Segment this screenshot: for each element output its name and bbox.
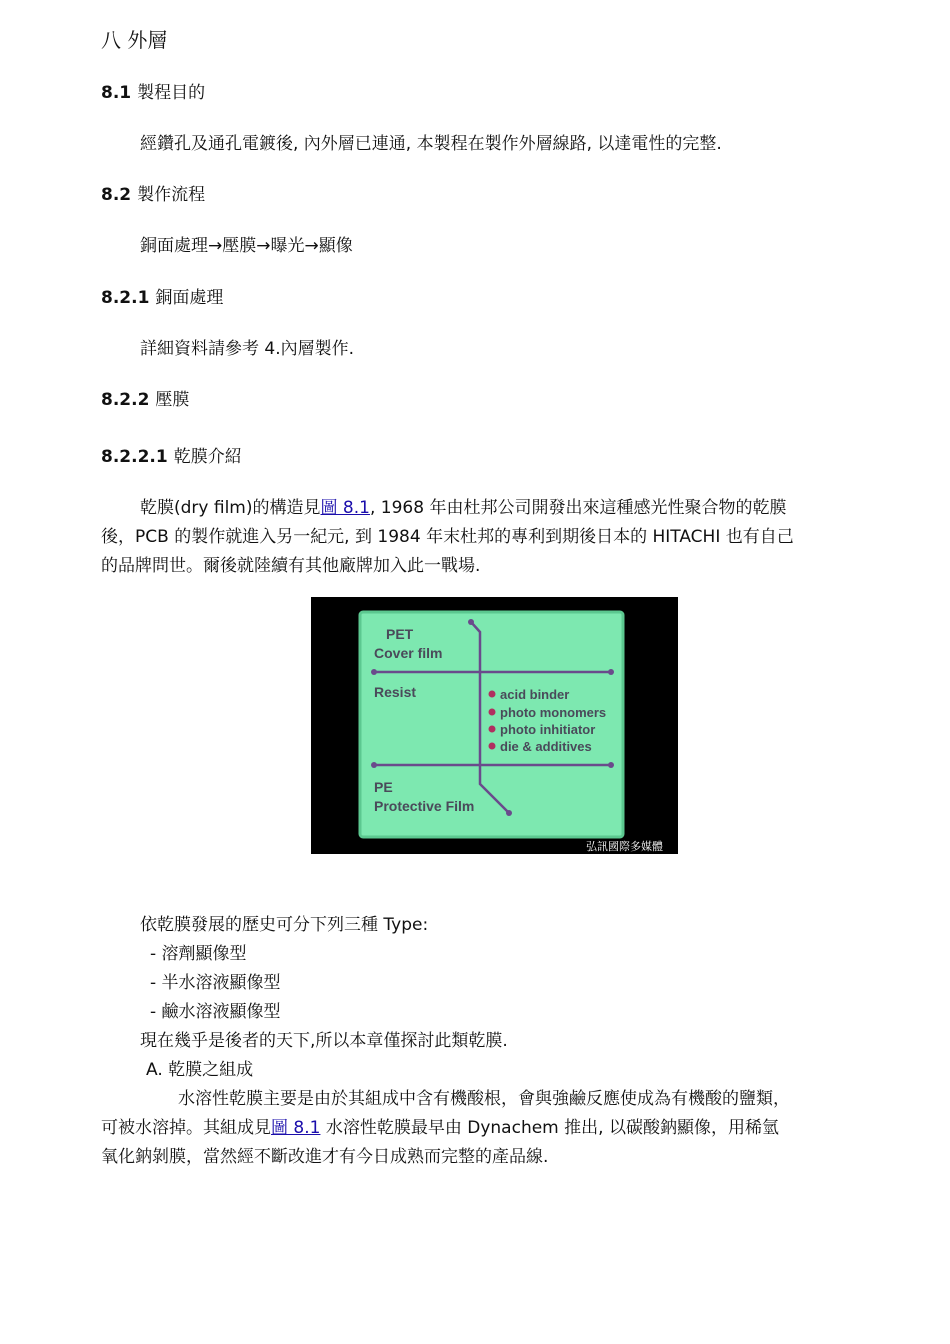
section-a-title: A. 乾膜之組成: [146, 1060, 254, 1080]
section-a-line-2: [101, 1113, 779, 1138]
label-pe: PE: [374, 779, 393, 795]
section-a-line-3: 氧化鈉剝膜，當然經不斷改進才有今日成熟而完整的產品線.: [101, 1147, 549, 1167]
section-title: 銅面處理: [155, 288, 224, 308]
section-title: 壓膜: [155, 390, 190, 410]
section-8-2-2-1-heading: [101, 442, 242, 467]
section-a-text: 水溶性乾膜最早由 Dynachem 推出, 以碳酸鈉顯像，用稀氫: [320, 1118, 779, 1138]
resist-item: photo monomers: [500, 705, 607, 720]
dry-film-structure-figure: [311, 597, 678, 854]
section-title: 乾膜介紹: [173, 447, 242, 467]
bullet-icon: [489, 691, 496, 698]
section-number: 8.2: [101, 185, 132, 205]
section-a-line-1: 水溶性乾膜主要是由於其組成中含有機酸根，會與強鹼反應使成為有機酸的鹽類，: [178, 1089, 790, 1109]
label-resist: Resist: [374, 684, 417, 700]
resist-item: photo inhitiator: [500, 722, 596, 737]
label-cover-film: Cover film: [374, 645, 443, 661]
section-title: 製作流程: [137, 185, 206, 205]
section-8-1-heading: [101, 78, 205, 103]
intro-line-2: 後，PCB 的製作就進入另一紀元, 到 1984 年末杜邦的專利到期後日本的 HITACHI 也有自己: [101, 527, 794, 547]
bullet-icon: [489, 709, 496, 716]
types-conclusion: 現在幾乎是後者的天下,所以本章僅探討此類乾膜.: [140, 1031, 508, 1051]
section-8-2-heading: [101, 180, 205, 205]
intro-line-3: 的品牌問世。爾後就陸續有其他廠牌加入此一戰場.: [101, 556, 481, 576]
types-intro: 依乾膜發展的歷史可分下列三種 Type:: [140, 915, 429, 935]
section-number: 8.2.1: [101, 288, 150, 308]
intro-text: 乾膜(dry film)的構造見: [140, 498, 321, 518]
intro-text: , 1968 年由杜邦公司開發出來這種感光性聚合物的乾膜: [369, 498, 787, 518]
section-8-2-1-body: 詳細資料請參考 4.內層製作.: [140, 339, 355, 359]
label-pet: PET: [386, 626, 414, 642]
section-8-2-body: 銅面處理→壓膜→曝光→顯像: [140, 236, 353, 256]
label-protective-film: Protective Film: [374, 798, 475, 814]
section-title: 製程目的: [137, 83, 206, 103]
section-number: 8.1: [101, 83, 132, 103]
section-8-2-1-heading: [101, 283, 223, 308]
resist-item: die & additives: [500, 739, 592, 754]
figure-watermark: 弘訊國際多媒體: [586, 840, 663, 853]
type-list-item: - 鹼水溶液顯像型: [150, 1002, 281, 1022]
bullet-icon: [489, 743, 496, 750]
bullet-icon: [489, 726, 496, 733]
figure-8-1-link[interactable]: 圖 8.1: [271, 1118, 321, 1138]
type-list-item: - 溶劑顯像型: [150, 944, 247, 964]
resist-item: acid binder: [500, 687, 570, 702]
section-8-2-2-heading: [101, 385, 189, 410]
chapter-title: 八 外層: [101, 28, 168, 52]
figure-8-1-link[interactable]: 圖 8.1: [320, 498, 370, 518]
section-8-1-body: 經鑽孔及通孔電鍍後, 內外層已連通, 本製程在製作外層線路, 以達電性的完整.: [140, 134, 722, 154]
section-number: 8.2.2: [101, 390, 150, 410]
section-a-text: 可被水溶掉。其組成見: [101, 1118, 271, 1138]
section-number: 8.2.2.1: [101, 447, 168, 467]
intro-line-1: [140, 493, 786, 518]
type-list-item: - 半水溶液顯像型: [150, 973, 281, 993]
